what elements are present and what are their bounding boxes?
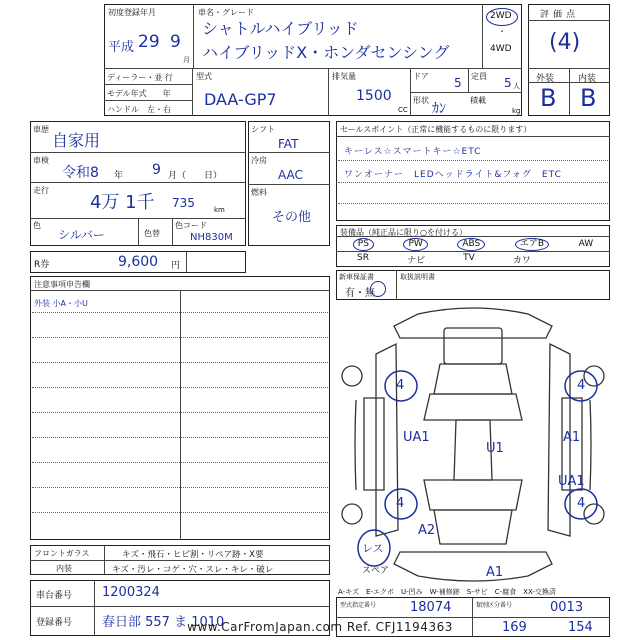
mark-rear-bumper: A1 [486, 565, 504, 580]
mark-center: U1 [486, 441, 504, 456]
shape-label: 形状 [413, 96, 429, 105]
mark-front-right-wheel: 4 [577, 378, 586, 393]
equipment-blank [569, 253, 589, 266]
fuel-value: その他 [272, 210, 312, 225]
mark-right-door: A1 [563, 430, 581, 445]
color-change-label: 色替 [144, 229, 160, 238]
notes-label: 注意事項申告欄 [34, 280, 90, 289]
equipment-tv: TV [463, 253, 475, 263]
notes-line-1: 外装 小A・小U [34, 299, 88, 308]
car-name: シャトルハイブリッド [202, 19, 359, 38]
mark-left-door: UA1 [403, 430, 430, 445]
inspection-suffix: 月（ 日） [168, 171, 223, 181]
cc-unit: CC [398, 106, 408, 114]
bottom-interior-label: 内装 [56, 564, 72, 573]
km-unit: km [214, 206, 225, 214]
displacement-value: 1500 [356, 88, 392, 104]
warranty-value: 有・無 [345, 288, 375, 299]
manual-label: 取扱説明書 [400, 273, 435, 281]
car-name-label: 車名・グレード [198, 8, 254, 17]
cert-value: 18074 [410, 600, 452, 615]
registration-label: 登録番号 [36, 618, 73, 628]
equipment-row-2 [338, 253, 608, 266]
cert-label: 型式指定番号 [340, 602, 377, 609]
registration-value: 春日部 557 ま 1010 [102, 615, 225, 630]
equipment-leather: カワ [512, 256, 531, 266]
equipment-pw: PW [403, 238, 427, 251]
displacement-label: 排気量 [332, 72, 356, 81]
mileage-label: 走行 [33, 186, 49, 195]
interior-label: 内装 [578, 74, 597, 84]
color-label: 色 [33, 221, 41, 230]
weight-value: 169 [502, 620, 527, 635]
drive-sep: ・ [498, 27, 506, 36]
load-label: 積載 [470, 96, 486, 105]
mileage-value: 4万 1千 [90, 192, 155, 213]
ac-value: AAC [278, 168, 303, 182]
ac-label: 冷房 [251, 156, 267, 165]
equipment-navi: ナビ [407, 256, 426, 266]
reg-month: 9 [170, 32, 181, 52]
inspection-label: 車検 [33, 156, 49, 165]
category-value: 0013 [550, 600, 584, 615]
sales-point-2: ワンオーナー LEDヘッドライト&フォグ ETC [344, 170, 562, 180]
mark-rear-right-wheel: 4 [577, 496, 586, 511]
inspection-month: 9 [152, 162, 161, 178]
warranty-label: 新車保証書 [339, 273, 374, 281]
model-year-label: モデル年式 年 [107, 89, 171, 98]
equipment-airbag: エアB [515, 238, 549, 251]
weight2-value: 154 [568, 620, 593, 635]
color-code-value: NH830M [190, 232, 233, 243]
equipment-label: 装備品（純正品に限り○を付ける） [340, 228, 467, 237]
spare-value: レス [362, 542, 384, 555]
type-value: DAA-GP7 [204, 90, 277, 109]
reg-month-unit: 月 [183, 56, 190, 64]
sales-point-1: キーレス☆スマートキー☆ETC [344, 147, 482, 157]
recycle-value: 9,600 [118, 254, 159, 270]
handle-label: ハンドル 左・右 [107, 105, 171, 114]
use-value: 自家用 [52, 131, 101, 150]
dealer-label: ディーラー・並 行 [107, 73, 173, 82]
windshield-label: フロントガラス [34, 549, 90, 558]
door-value: 5 [454, 76, 462, 90]
rating-label: 評価点 [540, 10, 580, 20]
reg-year-label: 初度登録年月 [108, 8, 156, 17]
fuel-label: 燃料 [251, 188, 267, 197]
drive-4wd: 4WD [490, 44, 512, 54]
reg-era: 平成 [108, 40, 135, 55]
equipment-aw: AW [578, 239, 594, 249]
exterior-grade: B [540, 84, 557, 112]
mark-right-rear: UA1 [558, 474, 585, 489]
mileage-small: 735 [172, 196, 195, 210]
mark-front-left-wheel: 4 [396, 378, 405, 393]
reg-year: 29 [138, 32, 160, 52]
drive-2wd: 2WD [490, 11, 512, 21]
yen-unit: 円 [171, 261, 181, 271]
damage-legend: A-キズ E-エクボ U-凹み W-補修跡 S-サビ C-腐食 XX-交換済 [338, 588, 556, 596]
shape-value: ｶﾝ [432, 101, 446, 117]
grade: ハイブリッドX・ホンダセンシング [202, 43, 450, 62]
equipment-row-1 [338, 238, 608, 251]
rating-score: (4) [549, 30, 581, 55]
capacity-unit: 人 [513, 82, 520, 90]
windshield-options: キズ・飛石・ヒビ割・リペア跡・X要 [122, 550, 264, 560]
shift-value: FAT [278, 137, 299, 151]
capacity-label: 定員 [471, 72, 487, 81]
equipment-ps: PS [353, 238, 374, 251]
equipment-sr: SR [357, 253, 369, 263]
chassis-label: 車台番号 [36, 591, 73, 601]
inspection-year-unit: 年 [114, 171, 124, 181]
mark-rear-left-wheel: 4 [396, 496, 405, 511]
recycle-label: R券 [34, 260, 50, 270]
color-code-label: 色コード [175, 221, 207, 230]
type-label: 型式 [196, 72, 212, 81]
warranty-circle [370, 281, 386, 297]
color-value: シルバー [58, 228, 105, 242]
inspection-era: 令和8 [62, 165, 99, 181]
mark-rear-left: A2 [418, 523, 436, 538]
interior-options: キズ・汚レ・コゲ・穴・スレ・キレ・破レ [112, 565, 274, 575]
kg-unit: kg [512, 107, 521, 115]
interior-grade: B [580, 84, 597, 112]
shift-label: シフト [251, 125, 275, 134]
capacity-value: 5 [504, 76, 512, 90]
watermark: www.CarFromJapan.com Ref. CFJ1194363 [187, 620, 453, 634]
equipment-abs: ABS [457, 238, 485, 251]
category-label: 類別区分番号 [476, 602, 513, 609]
exterior-label: 外装 [536, 74, 555, 84]
spare-label: スペア [362, 566, 390, 576]
door-label: ドア [413, 72, 429, 81]
chassis-value: 1200324 [102, 585, 160, 600]
sales-points-label: セールスポイント（正常に機能するものに限ります） [340, 125, 532, 134]
use-label: 車歴 [33, 125, 49, 134]
